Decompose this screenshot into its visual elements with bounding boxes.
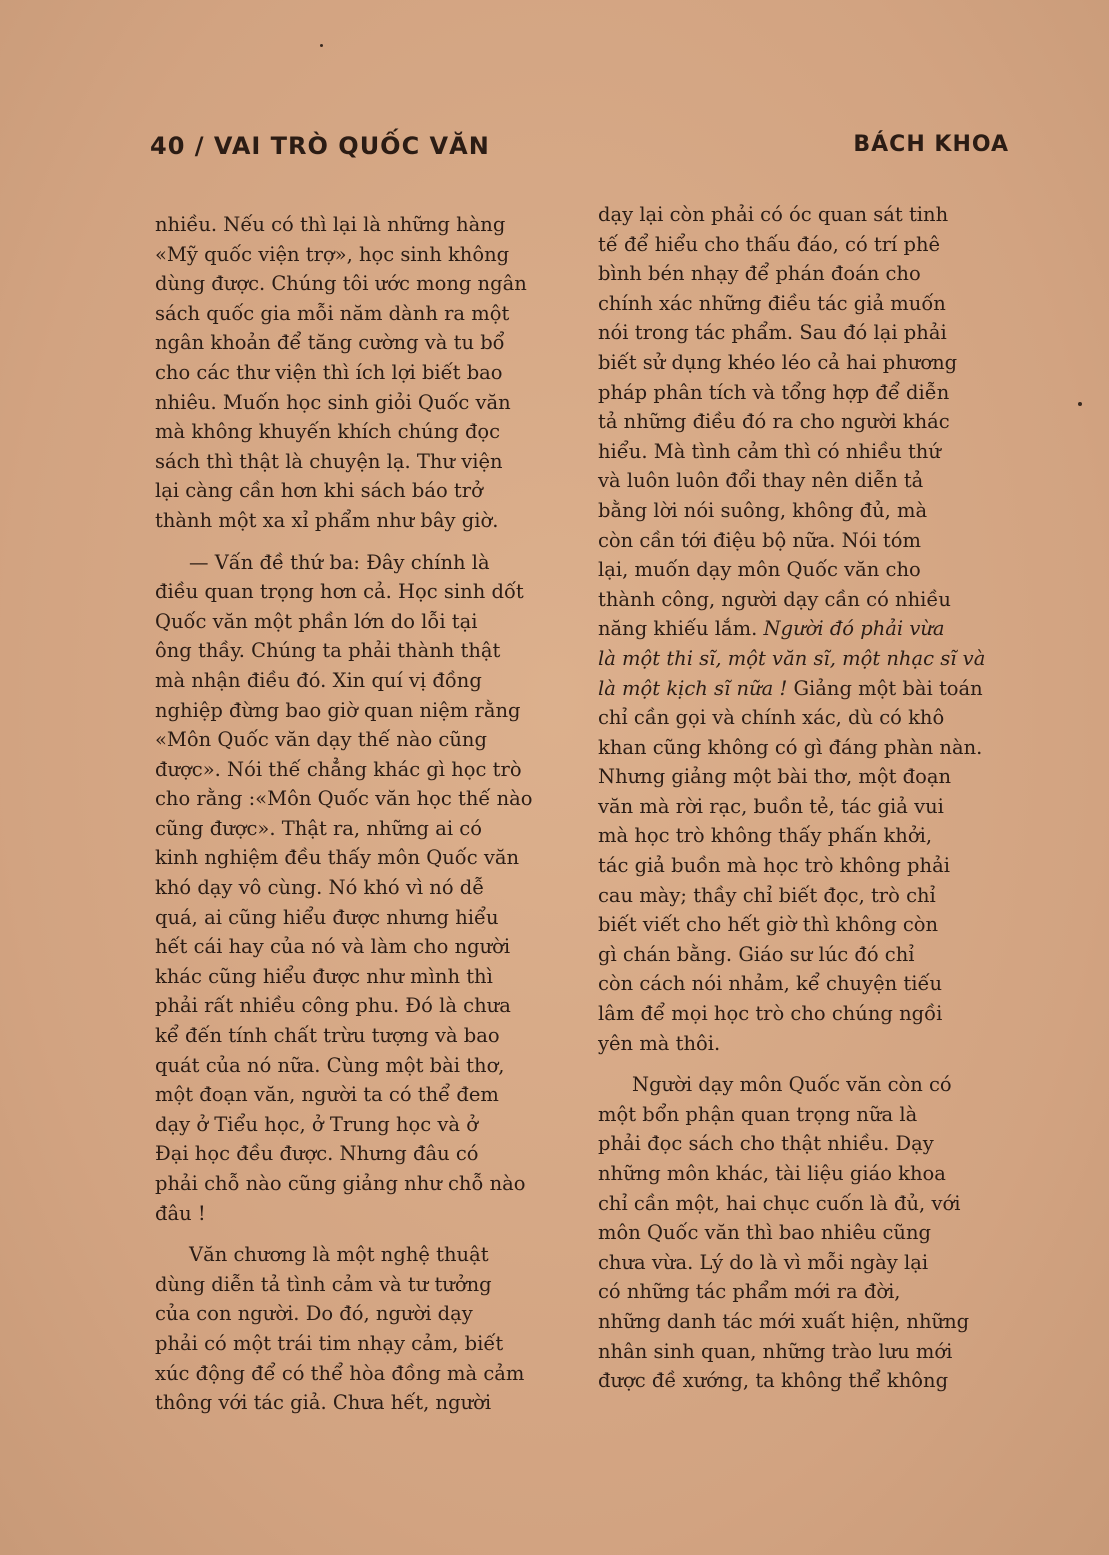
text-line: cho các thư viện thì ích lợi biết bao	[155, 360, 503, 384]
text-line: xúc động để có thể hòa đồng mà cảm	[155, 1361, 525, 1385]
page-header	[150, 132, 1009, 172]
text-line: và luôn luôn đổi thay nên diễn tả	[598, 469, 924, 493]
right-paragraph-1	[598, 200, 1018, 1058]
text-line: cũng được». Thật ra, những ai có	[155, 816, 482, 840]
text-line: khan cũng không có gì đáng phàn nàn.	[598, 735, 983, 759]
text-line	[598, 614, 1018, 644]
text-line: chỉ cần một, hai chục cuốn là đủ, với	[598, 1191, 961, 1215]
text-line: đâu !	[155, 1201, 206, 1225]
text-line: cau mày; thầy chỉ biết đọc, trò chỉ	[598, 883, 936, 907]
text-line: bình bén nhạy để phán đoán cho	[598, 262, 921, 286]
text-line: được». Nói thế chẳng khác gì học trò	[155, 757, 522, 781]
text-line: có những tác phẩm mới ra đời,	[598, 1280, 901, 1304]
text-line: «Mỹ quốc viện trợ», học sinh không	[155, 242, 510, 266]
text-line: thành một xa xỉ phẩm như bây giờ.	[155, 508, 499, 532]
text-line: khó dạy vô cùng. Nó khó vì nó dễ	[155, 876, 485, 900]
text-line: «Môn Quốc văn dạy thế nào cũng	[155, 728, 487, 752]
text-line: kinh nghiệm đều thấy môn Quốc văn	[155, 846, 520, 870]
text-line: chính xác những điều tác giả muốn	[598, 291, 946, 315]
text-line: thông với tác giả. Chưa hết, người	[155, 1391, 492, 1415]
paper-speck	[1078, 402, 1082, 406]
text-line: cho rằng :«Môn Quốc văn học thế nào	[155, 787, 533, 811]
text-line: phải rất nhiều công phu. Đó là chưa	[155, 994, 511, 1018]
text-line: gì chán bằng. Giáo sư lúc đó chỉ	[598, 942, 915, 966]
text-line: tác giả buồn mà học trò không phải	[598, 854, 950, 878]
text-line: nhân sinh quan, những trào lưu mới	[598, 1339, 953, 1363]
text-line: khác cũng hiểu được như mình thì	[155, 964, 493, 988]
text-line: còn cách nói nhảm, kể chuyện tiếu	[598, 972, 943, 996]
text-line: Văn chương là một nghệ thuật	[189, 1243, 489, 1267]
text-line: pháp phân tích và tổng hợp để diễn	[598, 380, 950, 404]
text-line: lâm để mọi học trò cho chúng ngồi	[598, 1002, 943, 1026]
text-line: Đại học đều được. Nhưng đâu có	[155, 1142, 479, 1166]
text-line: phải có một trái tim nhạy cảm, biết	[155, 1331, 504, 1355]
text-fragment: năng khiếu lắm.	[598, 617, 758, 641]
text-line: chỉ cần gọi và chính xác, dù có khô	[598, 706, 945, 730]
text-line: phải đọc sách cho thật nhiều. Dạy	[598, 1132, 934, 1156]
text-line: Quốc văn một phần lớn do lỗi tại	[155, 609, 478, 633]
text-line: thành công, người dạy cần có nhiều	[598, 587, 951, 611]
paper-speck	[320, 44, 323, 47]
text-line: mà không khuyến khích chúng đọc	[155, 420, 501, 444]
italic-text-line: là một thi sĩ, một văn sĩ, một nhạc sĩ và	[598, 646, 986, 670]
text-line: của con người. Do đó, người dạy	[155, 1302, 473, 1326]
text-line: điều quan trọng hơn cả. Học sinh dốt	[155, 580, 524, 604]
text-line: lại, muốn dạy môn Quốc văn cho	[598, 558, 921, 582]
text-line: ngân khoản để tăng cường và tu bổ	[155, 331, 505, 355]
text-fragment: Giảng một bài toán	[787, 676, 983, 700]
text-line: một bổn phận quan trọng nữa là	[598, 1102, 918, 1126]
text-line: sách thì thật là chuyện lạ. Thư viện	[155, 449, 503, 473]
left-column	[155, 210, 585, 1418]
text-line: bằng lời nói suông, không đủ, mà	[598, 498, 928, 522]
left-paragraph-1	[155, 210, 585, 536]
text-line: hết cái hay của nó và làm cho người	[155, 935, 511, 959]
text-line: Người dạy môn Quốc văn còn có	[632, 1073, 952, 1097]
text-line: nhiều. Nếu có thì lại là những hàng	[155, 213, 506, 236]
text-line: ông thầy. Chúng ta phải thành thật	[155, 639, 501, 663]
text-line: mà học trò không thấy phấn khởi,	[598, 824, 933, 848]
right-column	[598, 200, 1018, 1396]
text-line: những danh tác mới xuất hiện, những	[598, 1309, 970, 1333]
text-line: quát của nó nữa. Cùng một bài thơ,	[155, 1053, 505, 1077]
text-line: Nhưng giảng một bài thơ, một đoạn	[598, 765, 952, 789]
italic-text-fragment: Người đó phải vừa	[757, 617, 945, 641]
text-line: quá, ai cũng hiểu được nhưng hiểu	[155, 905, 499, 929]
text-line: môn Quốc văn thì bao nhiêu cũng	[598, 1221, 932, 1245]
text-line: — Vấn đề thứ ba: Đây chính là	[189, 550, 490, 574]
text-line: dạy ở Tiểu học, ở Trung học và ở	[155, 1112, 478, 1136]
italic-text-fragment: là một kịch sĩ nữa !	[598, 676, 788, 700]
left-paragraph-3	[155, 1240, 585, 1418]
text-line	[598, 674, 1018, 704]
text-line: văn mà rời rạc, buồn tẻ, tác giả vui	[598, 794, 944, 818]
text-line: biết viết cho hết giờ thì không còn	[598, 913, 939, 937]
text-line: một đoạn văn, người ta có thể đem	[155, 1083, 499, 1107]
magazine-title: BÁCH KHOA	[853, 132, 1009, 157]
text-line: nói trong tác phẩm. Sau đó lại phải	[598, 321, 947, 345]
text-line: lại càng cần hơn khi sách báo trở	[155, 479, 483, 503]
text-line: chưa vừa. Lý do là vì mỗi ngày lại	[598, 1250, 929, 1274]
text-line: những môn khác, tài liệu giáo khoa	[598, 1162, 946, 1185]
text-line: dùng diễn tả tình cảm và tư tưởng	[155, 1272, 492, 1296]
right-paragraph-2	[598, 1070, 1018, 1396]
text-line: biết sử dụng khéo léo cả hai phương	[598, 350, 958, 374]
text-line: dạy lại còn phải có óc quan sát tinh	[598, 203, 949, 226]
text-line: mà nhận điều đó. Xin quí vị đồng	[155, 668, 482, 692]
text-line: dùng được. Chúng tôi ước mong ngân	[155, 272, 527, 296]
text-line: sách quốc gia mỗi năm dành ra một	[155, 301, 510, 325]
text-line: tả những điều đó ra cho người khác	[598, 410, 950, 434]
text-line: kể đến tính chất trừu tượng và bao	[155, 1024, 500, 1048]
text-line: phải chỗ nào cũng giảng như chỗ nào	[155, 1172, 526, 1195]
text-line: được đề xướng, ta không thể không	[598, 1369, 949, 1393]
text-line: hiểu. Mà tình cảm thì có nhiều thứ	[598, 439, 941, 463]
text-line: nghiệp đừng bao giờ quan niệm rằng	[155, 698, 521, 722]
left-paragraph-2	[155, 548, 585, 1229]
text-line: nhiêu. Muốn học sinh giỏi Quốc văn	[155, 390, 511, 414]
text-line: tế để hiểu cho thấu đáo, có trí phê	[598, 232, 941, 256]
text-line: còn cần tới điệu bộ nữa. Nói tóm	[598, 528, 921, 552]
page-number-and-section-title: 40 / VAI TRÒ QUỐC VĂN	[150, 132, 490, 160]
text-line: yên mà thôi.	[598, 1031, 721, 1055]
